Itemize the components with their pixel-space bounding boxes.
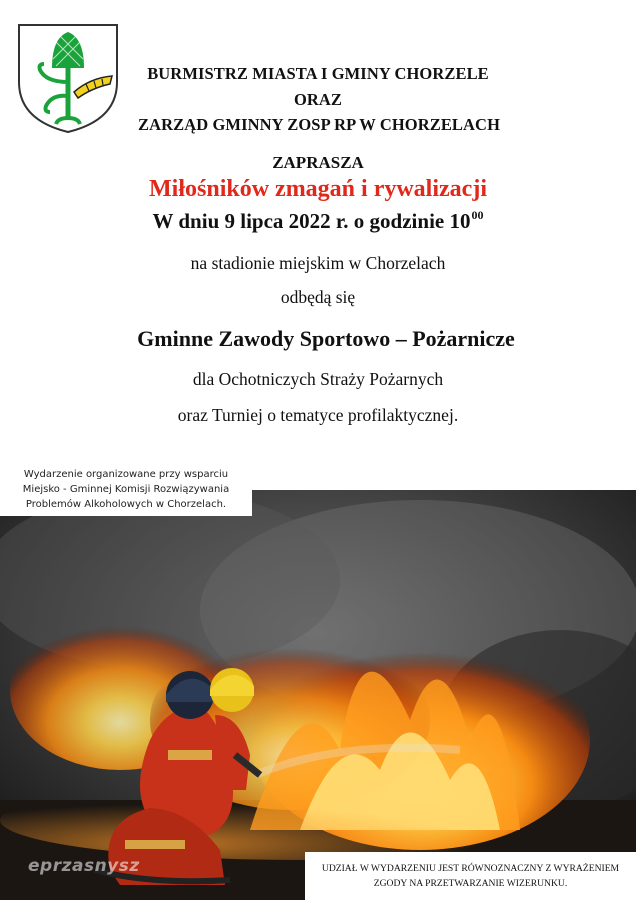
- support-note-line-3: Problemów Alkoholowych w Chorzelach.: [25, 499, 227, 510]
- organizer-line-2: ORAZ: [293, 90, 343, 109]
- event-date: [0, 208, 636, 234]
- invite-word: ZAPRASZA: [272, 153, 364, 172]
- event-location: na stadionie miejskim w Chorzelach: [190, 253, 446, 273]
- organizer-line-3: ZARZĄD GMINNY ZOSP RP W CHORZELACH: [137, 115, 501, 134]
- watermark-logo: eprzasnysz: [28, 856, 140, 876]
- organizer-line-1: BURMISTRZ MIASTA I GMINY CHORZELE: [147, 64, 489, 83]
- consent-note-line-1: UDZIAŁ W WYDARZENIU JEST RÓWNOZNACZNY Z WYRAŻENIEM: [321, 863, 620, 874]
- consent-note: [305, 852, 636, 900]
- support-note-line-2: Miejsko - Gminnej Komisji Rozwiązywania: [22, 484, 230, 495]
- event-extra: oraz Turniej o tematyce profilaktycznej.: [177, 405, 459, 425]
- support-note: [0, 463, 252, 516]
- event-verb: odbędą się: [280, 287, 356, 307]
- support-note-line-1: Wydarzenie organizowane przy wsparciu: [23, 469, 229, 480]
- consent-note-line-2: ZGODY NA PRZETWARZANIE WIZERUNKU.: [373, 878, 568, 889]
- event-audience: dla Ochotniczych Straży Pożarnych: [192, 369, 444, 389]
- invite-headline: Miłośników zmagań i rywalizacji: [149, 176, 487, 202]
- event-date-minutes: 00: [471, 208, 484, 222]
- event-date-text: W dniu 9 lipca 2022 r. o godzinie 10: [152, 209, 471, 233]
- firefighters-photo: [0, 490, 636, 900]
- event-title: Gminne Zawody Sportowo – Pożarnicze: [137, 326, 515, 351]
